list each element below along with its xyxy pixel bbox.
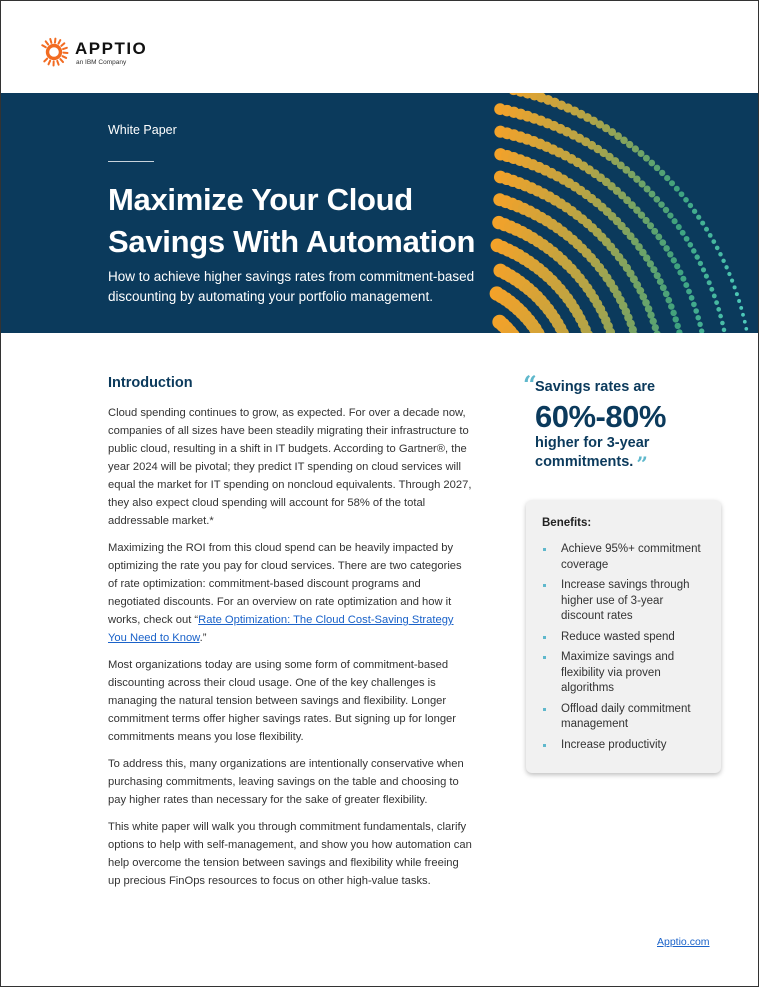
logo-subtitle: an IBM Company <box>76 59 127 66</box>
decorative-dot <box>741 313 745 317</box>
decorative-dot <box>667 212 673 218</box>
hero-banner <box>1 93 759 333</box>
decorative-dot <box>663 207 669 213</box>
decorative-dot <box>730 279 734 283</box>
decorative-dot <box>701 267 706 272</box>
decorative-dot <box>718 252 723 256</box>
decorative-dot <box>737 299 741 303</box>
rate-optimization-link[interactable]: Rate Optimization: The Cloud Cost-Saving Strategy You Need to Know <box>108 614 454 644</box>
page-subtitle: How to achieve higher savings rates from commitment-based discounting by automating your portfolio management. <box>108 269 475 304</box>
decorative-dot <box>674 263 680 269</box>
decorative-dot <box>697 322 702 327</box>
decorative-dot <box>676 224 682 230</box>
decorative-dot <box>743 320 747 324</box>
benefits-list <box>542 542 707 753</box>
decorative-dot <box>693 308 699 314</box>
decorative-dot <box>715 246 720 251</box>
decorative-dot <box>659 170 665 176</box>
benefit-text: Maximize savings and flexibility via proven algorithms <box>561 651 675 694</box>
decorative-dot <box>654 272 661 279</box>
decorative-dot <box>677 269 683 275</box>
section-heading: Introduction <box>108 375 193 391</box>
hero-divider <box>108 161 154 162</box>
decorative-dot <box>648 160 655 167</box>
bullet-icon <box>543 584 546 587</box>
intro-paragraph: Cloud spending continues to grow, as expected. For over a decade now, companies of all sizes have been steadily migrating their infrastructure to public cloud, resulting in a shift in IT budgets. According to Gartner®, the year 2024 will be pivotal; they predict IT spending on cloud services will equal the market for IT spending on noncloud equivalents. Through 2027, they also expect cloud spending will account for 58% of the total addressable market.* <box>108 407 472 527</box>
bullet-icon <box>543 708 546 711</box>
page-title: Maximize Your Cloud Savings With Automation <box>108 182 476 259</box>
decorative-dot <box>655 234 662 241</box>
decorative-dot <box>673 316 679 322</box>
decorative-dot <box>683 197 689 203</box>
decorative-dot <box>670 310 676 316</box>
decorative-dot <box>638 150 645 157</box>
decorative-dot <box>674 186 680 192</box>
benefit-text: Reduce wasted spend <box>561 630 675 643</box>
decorative-dot <box>659 239 666 246</box>
decorative-dot <box>696 215 701 220</box>
decorative-dot <box>654 165 661 172</box>
decorative-dot <box>724 265 728 269</box>
bullet-icon <box>543 656 546 659</box>
introduction-section <box>108 375 473 899</box>
decorative-dot <box>647 222 654 229</box>
apptio-logo-icon <box>41 37 71 67</box>
benefit-text: Increase savings through higher use of 3-year discount rates <box>561 579 690 622</box>
decorative-dot <box>688 242 694 248</box>
list-item <box>542 630 707 646</box>
decorative-dot <box>718 314 723 319</box>
benefit-text: Increase productivity <box>561 738 667 751</box>
decorative-dot <box>691 248 697 254</box>
quote-line-1: Savings rates are <box>535 379 656 395</box>
decorative-dot <box>672 218 678 224</box>
decorative-dot <box>650 318 657 325</box>
quote-line-3 <box>535 434 723 476</box>
decorative-dot <box>727 272 731 276</box>
document-type-label: White Paper <box>108 123 177 137</box>
decorative-dot <box>639 180 646 187</box>
logo-name: APPTIO <box>75 39 148 58</box>
decorative-dot <box>632 145 639 152</box>
decorative-dot <box>698 261 703 266</box>
roi-text-after: .” <box>199 632 207 644</box>
quote-line-3b: commitments. <box>535 454 634 470</box>
decorative-dot <box>704 227 709 232</box>
decorative-dot <box>680 230 686 236</box>
decorative-dot <box>686 289 692 295</box>
decorative-dot <box>688 203 693 208</box>
roi-text-before: Maximizing the ROI from this cloud spend can be heavily impacted by optimizing the rate you pay for cloud services. There are two categories of rate optimization: commitment-based discount programs and negotiated discounts. For an overview on rate optimization and how it works, check out “ <box>108 542 462 626</box>
decorative-dot <box>721 259 725 263</box>
decorative-dot <box>663 245 670 252</box>
decorative-dot <box>668 303 675 310</box>
decorative-dot <box>679 191 685 197</box>
decorative-dot <box>667 251 673 257</box>
decorative-dot <box>689 295 695 301</box>
decorative-dot <box>709 287 714 292</box>
decorative-dot <box>649 191 656 198</box>
overview-paragraph: This white paper will walk you through commitment fundamentals, clarify options to help with self-management, and show you how automation can help overcome the tension between savings and flexibility while freeing up precious FinOps resources to focus on other high-value tasks. <box>108 821 472 887</box>
close-quote-mark: ” <box>636 452 648 476</box>
list-item <box>542 702 707 733</box>
decorative-dot <box>653 196 660 203</box>
decorative-dot <box>665 297 672 304</box>
bullet-icon <box>543 744 546 747</box>
decorative-dot <box>664 175 670 181</box>
benefit-text: Offload daily commitment management <box>561 702 691 730</box>
decorative-dot <box>735 292 739 296</box>
decorative-dot <box>711 239 716 244</box>
decorative-dot <box>720 321 725 326</box>
decorative-dot <box>651 228 658 235</box>
decorative-dot <box>626 141 633 148</box>
apptio-logo <box>41 37 147 67</box>
benefits-box <box>526 500 721 773</box>
decorative-dot <box>695 254 700 259</box>
decorative-dot <box>658 201 665 208</box>
benefits-title: Benefits: <box>542 517 592 529</box>
decorative-dot <box>663 291 670 298</box>
decorative-dot <box>669 180 675 186</box>
bullet-icon <box>543 636 546 639</box>
commitment-paragraph: Most organizations today are using some form of commitment-based discounting across their cloud usage. One of the key challenges is managing the natural tension between savings and flexibility. Longer commitment terms offer higher savings rates. But signing up for longer commitments means you lose flexibility. <box>108 659 457 743</box>
decorative-dot <box>683 282 689 288</box>
decorative-dot <box>707 280 712 285</box>
decorative-dot <box>739 306 743 310</box>
decorative-dot <box>676 329 682 333</box>
conservative-paragraph: To address this, many organizations are intentionally conservative when purchasing commitments, leaving savings on the table and choosing to pay higher rates than necessary for the sake of greater flexibility. <box>108 758 464 806</box>
decorative-dot <box>671 257 677 263</box>
decorative-dot <box>714 300 719 305</box>
decorative-dot <box>680 276 686 282</box>
bullet-icon <box>543 548 546 551</box>
decorative-dot <box>744 327 748 331</box>
decorative-dot <box>708 233 713 238</box>
roi-paragraph <box>108 539 473 647</box>
pull-quote <box>523 370 723 476</box>
decorative-dot <box>660 284 667 291</box>
decorative-dot <box>675 323 681 329</box>
list-item <box>542 542 707 573</box>
list-item <box>542 738 707 754</box>
decorative-dot <box>695 315 700 320</box>
decorative-dot <box>722 328 727 333</box>
decorative-dot <box>652 324 659 331</box>
decorative-dot <box>733 285 737 289</box>
decorative-dot <box>684 236 690 242</box>
decorative-dot <box>692 209 697 214</box>
decorative-dot <box>643 155 650 162</box>
open-quote-mark: “ <box>523 370 537 399</box>
decorative-dot <box>699 328 704 333</box>
decorative-dot <box>691 302 697 308</box>
footer-website-link[interactable]: Apptio.com <box>657 936 710 948</box>
decorative-dot <box>712 293 717 298</box>
decorative-dot <box>657 278 664 285</box>
decorative-dot <box>644 186 651 193</box>
quote-stat: 60%-80% <box>535 399 666 434</box>
decorative-dot <box>700 221 705 226</box>
list-item <box>542 578 707 625</box>
decorative-dot <box>704 274 709 279</box>
list-item <box>542 650 707 697</box>
decorative-dot <box>716 307 721 312</box>
benefit-text: Achieve 95%+ commitment coverage <box>561 543 701 571</box>
quote-line-3a: higher for 3-year <box>535 435 650 451</box>
